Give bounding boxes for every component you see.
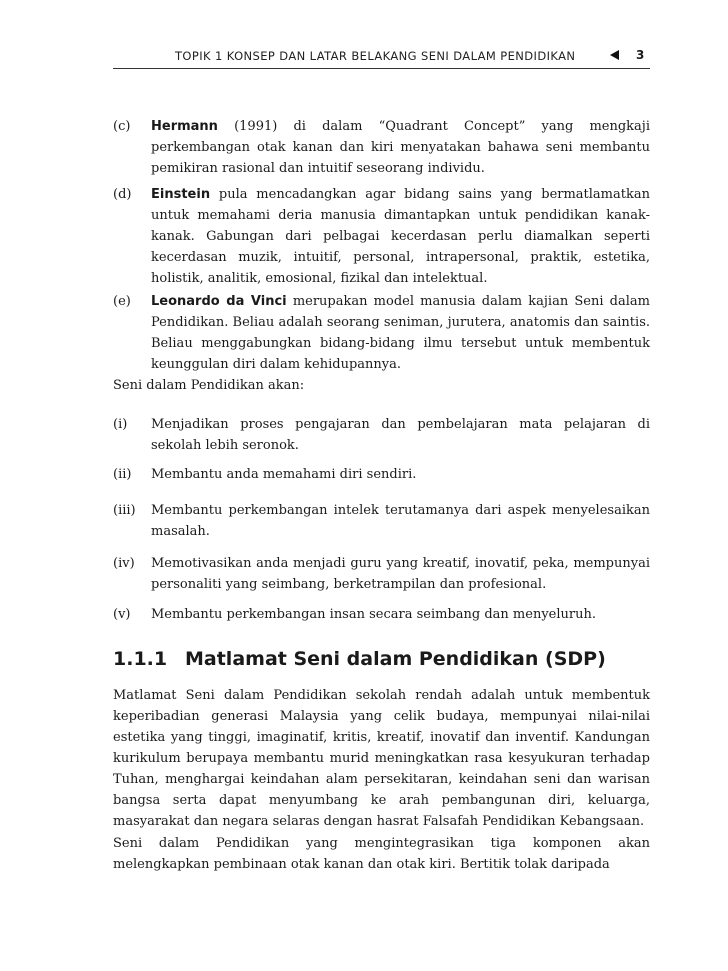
section-number: 1.1.1 (113, 648, 168, 670)
page-number: 3 (636, 48, 645, 62)
paragraph: Matlamat Seni dalam Pendidikan sekolah rendah adalah untuk membentuk keperibadian generasi Malaysia yang celik budaya, mempunyai nilai-nilai estetika yang tinggi, imaginatif, kritis, kreatif, inovatif dan inventif. Kandungan kurikulum berupaya membantu murid meningkatkan rasa kesyukuran terhadap Tuhan, menghargai keindahan alam persekitaran, keindahan seni dan warisan bangsa serta dapat menyumbang ke arah pembangunan diri, keluarga, masyarakat dan negara selaras dengan hasrat Falsafah Pendidikan Kebangsaan. (113, 688, 650, 829)
item-text: Membantu perkembangan intelek terutamanya dari aspek menyelesaikan masalah. (151, 503, 650, 539)
paragraph: Seni dalam Pendidikan yang mengintegrasikan tiga komponen akan melengkapkan pembinaan otak kanan dan otak kiri. Bertitik tolak daripada (113, 836, 650, 872)
item-text: Menjadikan proses pengajaran dan pembelajaran mata pelajaran di sekolah lebih seronok. (151, 417, 650, 453)
left-arrow-icon (610, 50, 619, 60)
item-label: (ii) (113, 467, 132, 482)
section-heading (113, 648, 650, 670)
item-label: (e) (113, 294, 131, 309)
item-body: (1991) di dalam “Quadrant Concept” yang mengkaji perkembangan otak kanan dan kiri menyatakan bahawa seni membantu pemikiran rasional dan intuitif seseorang individu. (151, 119, 650, 176)
item-text (151, 116, 650, 179)
item-text: Membantu anda memahami diri sendiri. (151, 467, 417, 482)
item-body: merupakan model manusia dalam kajian Seni dalam Pendidikan. Beliau adalah seorang seniman, jurutera, anatomis dan saintis. Beliau menggabungkan bidang-bidang ilmu tersebut untuk membentuk keunggulan diri dalam kehidupannya. (151, 294, 650, 372)
item-keyword: Hermann (151, 119, 218, 134)
list-item (113, 116, 650, 179)
item-keyword: Einstein (151, 187, 211, 202)
item-label: (v) (113, 607, 131, 622)
header-title: TOPIK 1 KONSEP DAN LATAR BELAKANG SENI DALAM PENDIDIKAN (175, 49, 576, 63)
list-item (113, 500, 650, 542)
list-item (113, 291, 650, 375)
item-label: (i) (113, 417, 128, 432)
section-title: Matlamat Seni dalam Pendidikan (SDP) (185, 648, 606, 670)
list-item (113, 184, 650, 289)
intro-text: Seni dalam Pendidikan akan: (113, 378, 305, 393)
item-text (151, 291, 650, 375)
list-item (113, 414, 650, 456)
list-item (113, 604, 650, 625)
item-text: Memotivasikan anda menjadi guru yang kreatif, inovatif, peka, mempunyai personaliti yang seimbang, berketrampilan dan profesional. (151, 556, 650, 592)
item-label: (c) (113, 119, 131, 134)
item-label: (d) (113, 187, 132, 202)
item-label: (iv) (113, 556, 135, 571)
item-text (151, 184, 650, 289)
item-keyword: Leonardo da Vinci (151, 294, 287, 309)
list-item (113, 553, 650, 595)
item-text: Membantu perkembangan insan secara seimbang dan menyeluruh. (151, 607, 596, 622)
list-item (113, 464, 650, 485)
running-header (113, 46, 650, 69)
item-body: pula mencadangkan agar bidang sains yang bermatlamatkan untuk memahami deria manusia dimantapkan untuk pendidikan kanak-kanak. Gabungan dari pelbagai kecerdasan perlu diamalkan seperti kecerdasan muzik, intuitif, personal, intrapersonal, praktik, estetika, holistik, analitik, emosional, fizikal dan intelektual. (151, 187, 650, 286)
item-label: (iii) (113, 503, 136, 518)
